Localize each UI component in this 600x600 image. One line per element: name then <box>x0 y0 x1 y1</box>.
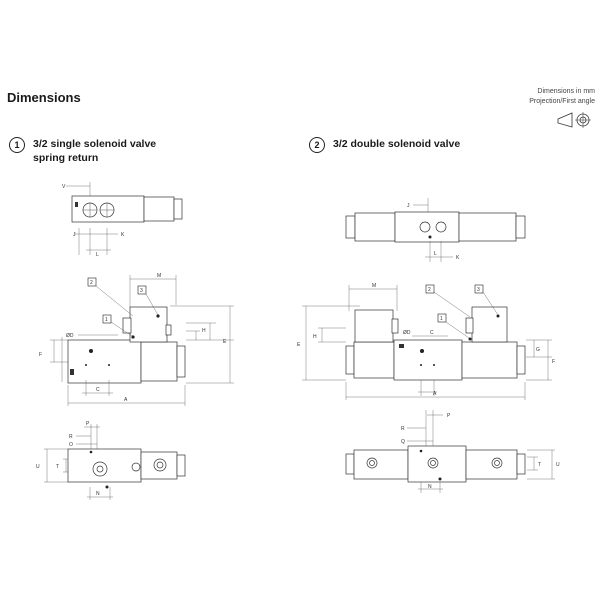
section-2-number: 2 <box>309 137 325 153</box>
callout-2 <box>88 278 133 316</box>
page-title: Dimensions <box>7 90 81 105</box>
dim-k-2: K <box>456 255 460 261</box>
dim-q-2: Q <box>401 439 405 445</box>
dim-n: N <box>96 491 100 497</box>
dim-c-2: C <box>430 330 434 336</box>
dim-a-2: A <box>433 391 437 397</box>
valve-1-top-view <box>66 182 182 255</box>
valve-1-front-view <box>50 275 234 406</box>
dim-j: J <box>73 232 76 238</box>
dim-m-2: M <box>372 283 377 289</box>
callout-2-valve-2-label: 2 <box>428 287 431 293</box>
dim-e: E <box>223 339 227 345</box>
section-1-number: 1 <box>9 137 25 153</box>
section-1-subtitle: spring return <box>33 152 99 164</box>
callout-3-label: 3 <box>140 288 143 294</box>
callout-3-valve-2-label: 3 <box>477 287 480 293</box>
first-angle-projection-icon <box>558 112 591 128</box>
dim-l-2: L <box>434 251 437 257</box>
section-1-title: 3/2 single solenoid valve <box>33 138 157 150</box>
callout-2-valve-2 <box>426 285 470 317</box>
dim-p: P <box>86 421 90 427</box>
dim-g-2: G <box>536 347 540 353</box>
note-projection: Projection/First angle <box>529 98 595 105</box>
dim-r-2: R <box>401 426 405 432</box>
dim-k: K <box>121 232 125 238</box>
dim-l: L <box>96 252 99 258</box>
dim-f-2: F <box>552 359 556 365</box>
dim-o: O <box>69 442 73 448</box>
valve-2-bottom-view <box>346 410 555 493</box>
dim-f: F <box>39 352 43 358</box>
valve-2-front-view <box>302 285 552 400</box>
dim-u: U <box>36 464 40 470</box>
dim-d-2: ØD <box>403 330 411 336</box>
valve-1-bottom-view <box>44 424 185 500</box>
dim-h: H <box>202 328 206 334</box>
dim-m: M <box>157 273 162 279</box>
dim-n-2: N <box>428 484 432 490</box>
dim-r: R <box>69 434 73 440</box>
dim-j-2: J <box>407 203 410 209</box>
dim-t: T <box>56 464 60 470</box>
dim-d: ØD <box>66 333 74 339</box>
dim-p-2: P <box>447 413 451 419</box>
note-units: Dimensions in mm <box>537 88 595 95</box>
dim-a: A <box>124 397 128 403</box>
dim-h-2: H <box>313 334 317 340</box>
callout-1-label: 1 <box>105 317 108 323</box>
callout-1-valve-2-label: 1 <box>440 316 443 322</box>
dim-u-2: U <box>556 462 560 468</box>
dim-c: C <box>96 387 100 393</box>
dim-t-2: T <box>538 462 542 468</box>
callout-2-label: 2 <box>90 280 93 286</box>
dim-v: V <box>62 184 66 190</box>
dim-e-2: E <box>297 342 301 348</box>
section-2-title: 3/2 double solenoid valve <box>333 138 461 150</box>
